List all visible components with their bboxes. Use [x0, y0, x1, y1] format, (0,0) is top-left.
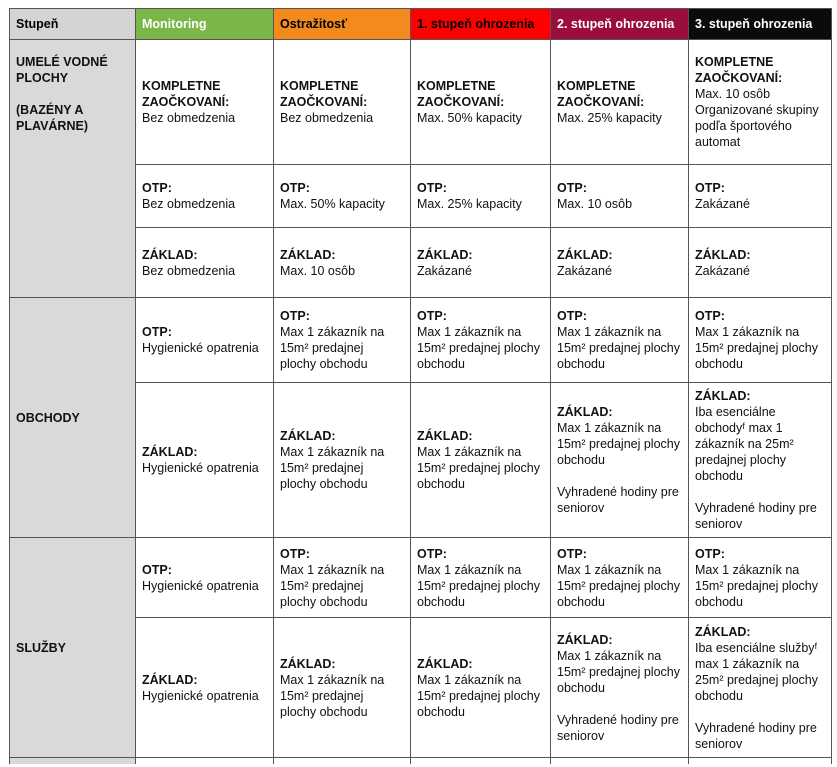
rule-text: 15m² predajnej	[280, 688, 364, 703]
rule-text: Hygienické opatrenia	[142, 688, 259, 703]
rule-text: obchodu	[695, 357, 743, 371]
rule-label: OTP:	[280, 309, 310, 323]
rule-label: ZÁKLAD:	[557, 247, 613, 262]
rule-text: 15m² predajnej	[280, 578, 364, 593]
rule-text: seniorov	[695, 736, 743, 751]
rule-cell	[551, 538, 689, 618]
section-name-line: PLOCHY	[16, 71, 69, 85]
rule-label: KOMPLETNE	[142, 79, 221, 93]
rule-text: Max. 50% kapacity	[280, 197, 385, 211]
rule-text: predajnej plochy	[695, 453, 787, 467]
rule-text: Vyhradené hodiny pre	[695, 720, 817, 735]
next-row-cell	[551, 758, 689, 765]
rule-text: 15m² predajnej plochy	[557, 664, 680, 679]
rule-label: OTP:	[417, 546, 447, 561]
rule-cell	[274, 538, 411, 618]
rule-text: Organizované skupiny	[695, 103, 819, 117]
section-pools-name	[10, 40, 136, 298]
rule-label: OTP:	[695, 546, 725, 561]
section-name-line: OBCHODY	[16, 410, 80, 425]
rule-text: max 1 zákazník na	[695, 656, 800, 671]
rule-label: ZÁKLAD:	[280, 429, 336, 443]
rule-text: obchodu	[695, 688, 743, 703]
rule-label: OTP:	[142, 181, 172, 195]
rule-text: Max 1 zákazník na	[557, 325, 662, 339]
rule-label: ZÁKLAD:	[280, 247, 336, 262]
rule-text: Max 1 zákazník na	[695, 325, 800, 339]
rule-text: Iba esenciálne službyᶠ	[695, 640, 818, 655]
rule-text: plochy obchodu	[280, 594, 368, 609]
rule-label: OTP:	[280, 546, 310, 561]
rule-label: KOMPLETNE	[557, 79, 636, 93]
table-row	[10, 40, 832, 165]
header-threat-1: 1. stupeň ohrozenia	[411, 9, 551, 40]
rule-text: Max. 25% kapacity	[417, 197, 522, 211]
rule-text: Zakázané	[695, 197, 750, 211]
rule-text: zákazník na 25m²	[695, 437, 794, 451]
rule-text: Max. 10 osôb	[695, 87, 771, 101]
rule-label: ZÁKLAD:	[280, 656, 336, 671]
rule-cell	[274, 298, 411, 383]
rule-text: 15m² predajnej plochy	[695, 341, 818, 355]
rule-cell	[136, 298, 274, 383]
rule-label: ZÁKLAD:	[417, 429, 473, 443]
rule-text: 15m² predajnej	[280, 341, 364, 355]
table-body	[10, 40, 832, 765]
section-name-line: SLUŽBY	[16, 640, 66, 655]
rule-text: Max 1 zákazník na	[557, 562, 662, 577]
rule-label: OTP:	[417, 309, 447, 323]
rule-label: OTP:	[557, 546, 587, 561]
rule-cell	[136, 165, 274, 228]
rule-text: Max. 50% kapacity	[417, 111, 522, 125]
rule-text: Max 1 zákazník na	[417, 325, 522, 339]
next-row-edge	[10, 758, 832, 765]
rule-label: ZAOČKOVANÍ:	[280, 95, 368, 109]
rule-cell	[411, 618, 551, 758]
rule-cell	[689, 298, 832, 383]
rule-cell	[551, 618, 689, 758]
rule-label: OTP:	[142, 325, 172, 339]
rule-text	[695, 484, 825, 500]
rule-cell	[689, 383, 832, 538]
rule-cell	[411, 538, 551, 618]
rule-text: 15m² predajnej plochy	[417, 341, 540, 355]
rule-text: Max 1 zákazník na	[557, 648, 662, 663]
rule-label: ZÁKLAD:	[557, 405, 613, 419]
rule-label: OTP:	[557, 309, 587, 323]
rule-label: ZÁKLAD:	[142, 672, 198, 687]
rule-text: plochy obchodu	[280, 704, 368, 719]
header-threat-2: 2. stupeň ohrozenia	[551, 9, 689, 40]
rule-text: Zakázané	[557, 263, 612, 278]
rule-text: Max 1 zákazník na	[280, 562, 385, 577]
rule-text: seniorov	[695, 517, 743, 531]
rule-cell	[411, 298, 551, 383]
next-row-cell	[411, 758, 551, 765]
next-row-cell	[274, 758, 411, 765]
rule-label: KOMPLETNE	[695, 55, 774, 69]
rule-text	[557, 696, 682, 712]
rule-text: 15m² predajnej plochy	[417, 688, 540, 703]
rule-text: Max. 10 osôb	[557, 197, 633, 211]
rule-text: Max 1 zákazník na	[557, 421, 662, 435]
rule-cell	[274, 228, 411, 298]
table-row	[10, 538, 832, 618]
rule-text: 15m² predajnej plochy	[417, 578, 540, 593]
header-row	[10, 9, 832, 40]
rule-text: obchodu	[417, 594, 465, 609]
rule-cell	[411, 228, 551, 298]
rule-text: Bez obmedzenia	[142, 197, 236, 211]
rule-text: 15m² predajnej plochy	[557, 578, 680, 593]
rule-text: seniorov	[557, 501, 605, 515]
next-row-cell	[689, 758, 832, 765]
header-vigilance: Ostražitosť	[274, 9, 411, 40]
rule-label: ZÁKLAD:	[695, 247, 751, 262]
section-name-line: UMELÉ VODNÉ	[16, 55, 108, 69]
rule-text: automat	[695, 135, 741, 149]
rule-label: OTP:	[695, 181, 725, 195]
rule-text: obchodu	[417, 477, 465, 491]
rule-cell	[274, 618, 411, 758]
rule-label: ZÁKLAD:	[142, 445, 198, 459]
rule-text: 25m² predajnej plochy	[695, 672, 818, 687]
rule-label: KOMPLETNE	[417, 79, 496, 93]
rule-label: ZAOČKOVANÍ:	[417, 95, 505, 109]
rule-label: ZÁKLAD:	[142, 247, 198, 262]
rule-text: obchodu	[557, 594, 605, 609]
rule-cell	[551, 383, 689, 538]
rule-cell	[551, 165, 689, 228]
rule-cell	[689, 40, 832, 165]
rule-label: OTP:	[142, 562, 172, 577]
rule-cell	[551, 40, 689, 165]
rule-text: 15m² predajnej plochy	[557, 341, 680, 355]
rule-cell	[689, 228, 832, 298]
rule-cell	[411, 383, 551, 538]
rule-text: Max 1 zákazník na	[280, 445, 385, 459]
section-shops-name	[10, 298, 136, 538]
rule-text: obchodu	[417, 357, 465, 371]
rule-text: Vyhradené hodiny pre	[695, 501, 817, 515]
rule-text: obchodu	[557, 680, 605, 695]
table-row	[10, 298, 832, 383]
rule-cell	[136, 228, 274, 298]
rule-text: podľa športového	[695, 119, 792, 133]
rule-text: Max 1 zákazník na	[417, 672, 522, 687]
rule-cell	[274, 165, 411, 228]
rule-label: ZÁKLAD:	[557, 632, 613, 647]
rule-label: ZÁKLAD:	[695, 389, 751, 403]
rule-label: ZAOČKOVANÍ:	[695, 71, 783, 85]
rule-cell	[689, 538, 832, 618]
rule-text: plochy obchodu	[280, 477, 368, 491]
rule-text: Iba esenciálne	[695, 405, 776, 419]
section-name-line	[16, 86, 129, 102]
rule-cell	[274, 383, 411, 538]
rule-text: 15m² predajnej	[280, 461, 364, 475]
section-name-line: (BAZÉNY A	[16, 103, 84, 117]
rule-label: OTP:	[557, 181, 587, 195]
rule-text: Max 1 zákazník na	[280, 672, 385, 687]
section-services-name	[10, 538, 136, 758]
rule-label: ZAOČKOVANÍ:	[142, 95, 230, 109]
rule-text: Hygienické opatrenia	[142, 578, 259, 593]
rule-cell	[136, 538, 274, 618]
header-threat-3: 3. stupeň ohrozenia	[689, 9, 832, 40]
rule-cell	[136, 383, 274, 538]
rule-cell	[689, 165, 832, 228]
rule-cell	[551, 228, 689, 298]
rule-text	[695, 704, 825, 720]
rule-text: Max 1 zákazník na	[417, 445, 522, 459]
rule-text: 15m² predajnej plochy	[417, 461, 540, 475]
rule-text: Zakázané	[695, 263, 750, 278]
rule-label: OTP:	[280, 181, 310, 195]
rule-text: obchodu	[695, 469, 743, 483]
header-level: Stupeň	[10, 9, 136, 40]
rule-text: seniorov	[557, 728, 605, 743]
rule-label: ZÁKLAD:	[417, 247, 473, 262]
rule-text: obchodyᶠ max 1	[695, 421, 783, 435]
rule-cell	[274, 40, 411, 165]
rule-text: Zakázané	[417, 263, 472, 278]
rule-text: 15m² predajnej plochy	[557, 437, 680, 451]
rule-text: Max 1 zákazník na	[280, 325, 385, 339]
rule-text: plochy obchodu	[280, 357, 368, 371]
restrictions-table	[9, 8, 832, 764]
rule-cell	[689, 618, 832, 758]
rule-label: OTP:	[417, 181, 447, 195]
rule-text: Bez obmedzenia	[280, 111, 374, 125]
rule-text: Max 1 zákazník na	[417, 562, 522, 577]
rule-cell	[411, 165, 551, 228]
rule-label: OTP:	[695, 309, 725, 323]
rule-text	[557, 468, 682, 484]
rule-cell	[136, 40, 274, 165]
rule-text: obchodu	[417, 704, 465, 719]
rule-text: Vyhradené hodiny pre	[557, 712, 679, 727]
rule-label: KOMPLETNE	[280, 79, 359, 93]
rule-cell	[136, 618, 274, 758]
rule-text: obchodu	[557, 357, 605, 371]
next-row-cell	[10, 758, 136, 765]
rule-label: ZÁKLAD:	[695, 624, 751, 639]
header-monitoring: Monitoring	[136, 9, 274, 40]
rule-text: Max. 10 osôb	[280, 263, 356, 278]
rule-text: Hygienické opatrenia	[142, 461, 259, 475]
rule-text: Bez obmedzenia	[142, 263, 236, 278]
rule-text: obchodu	[557, 453, 605, 467]
rule-label: ZÁKLAD:	[417, 656, 473, 671]
rule-text: Bez obmedzenia	[142, 111, 236, 125]
rule-text: Max 1 zákazník na	[695, 562, 800, 577]
rule-cell	[551, 298, 689, 383]
rule-cell	[411, 40, 551, 165]
rule-text: Hygienické opatrenia	[142, 341, 259, 355]
section-name-line: PLAVÁRNE)	[16, 119, 88, 133]
rule-text: Max. 25% kapacity	[557, 111, 662, 125]
rule-text: Vyhradené hodiny pre	[557, 485, 679, 499]
rule-text: obchodu	[695, 594, 743, 609]
rule-label: ZAOČKOVANÍ:	[557, 95, 645, 109]
rule-text: 15m² predajnej plochy	[695, 578, 818, 593]
next-row-cell	[136, 758, 274, 765]
